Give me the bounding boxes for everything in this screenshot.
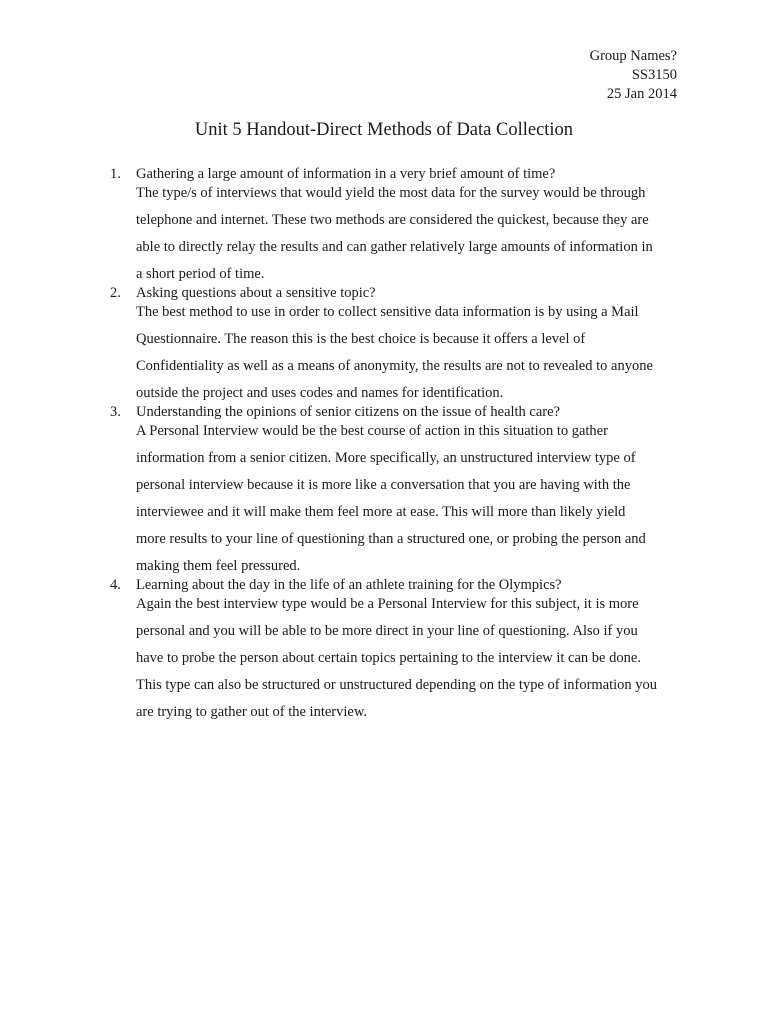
answer-line: personal and you will be able to be more direct in your line of questioning. Also if you bbox=[136, 623, 638, 639]
question-list bbox=[110, 165, 685, 722]
answer-line: more results to your line of questioning than a structured one, or probing the person and bbox=[136, 531, 646, 547]
question-number: 1. bbox=[110, 166, 121, 182]
question-item-2 bbox=[110, 284, 685, 403]
question-text: Learning about the day in the life of an athlete training for the Olympics? bbox=[136, 577, 562, 593]
answer-text bbox=[136, 595, 685, 722]
answer-line: personal interview because it is more like a conversation that you are having with the bbox=[136, 477, 631, 493]
answer-text bbox=[136, 184, 685, 284]
question-text: Gathering a large amount of information in a very brief amount of time? bbox=[136, 166, 556, 182]
answer-text bbox=[136, 422, 685, 576]
answer-line: a short period of time. bbox=[136, 266, 265, 282]
question-text: Understanding the opinions of senior citizens on the issue of health care? bbox=[136, 404, 561, 420]
answer-line: have to probe the person about certain topics pertaining to the interview it can be done. bbox=[136, 650, 641, 666]
course-code-line: SS3150 bbox=[631, 67, 677, 83]
answer-line: interviewee and it will make them feel more at ease. This will more than likely yield bbox=[136, 504, 626, 520]
group-names-line: Group Names? bbox=[589, 48, 677, 64]
answer-line: The type/s of interviews that would yield the most data for the survey would be through bbox=[136, 185, 646, 201]
question-number: 2. bbox=[110, 285, 121, 301]
answer-line: A Personal Interview would be the best course of action in this situation to gather bbox=[136, 423, 608, 439]
answer-line: making them feel pressured. bbox=[136, 558, 301, 574]
answer-line: The best method to use in order to collect sensitive data information is by using a Mail bbox=[136, 304, 639, 320]
answer-line: Questionnaire. The reason this is the best choice is because it offers a level of bbox=[136, 331, 586, 347]
answer-line: This type can also be structured or unstructured depending on the type of information you bbox=[136, 677, 658, 693]
question-item-4 bbox=[110, 576, 685, 722]
answer-text bbox=[136, 303, 685, 403]
question-text: Asking questions about a sensitive topic? bbox=[136, 285, 376, 301]
answer-line: able to directly relay the results and can gather relatively large amounts of information in bbox=[136, 239, 653, 255]
answer-line: telephone and internet. These two methods are considered the quickest, because they are bbox=[136, 212, 649, 228]
question-item-3 bbox=[110, 403, 685, 576]
question-number: 4. bbox=[110, 577, 121, 593]
date-line: 25 Jan 2014 bbox=[606, 86, 677, 102]
answer-line: Confidentiality as well as a means of anonymity, the results are not to revealed to anyone bbox=[136, 358, 653, 374]
answer-line: information from a senior citizen. More specifically, an unstructured interview type of bbox=[136, 450, 636, 466]
question-number: 3. bbox=[110, 404, 121, 420]
document-title: Unit 5 Handout-Direct Methods of Data Collection bbox=[194, 120, 574, 140]
header-block bbox=[590, 47, 677, 104]
answer-line: outside the project and uses codes and names for identification. bbox=[136, 385, 504, 401]
answer-line: are trying to gather out of the interview. bbox=[136, 704, 367, 720]
question-item-1 bbox=[110, 165, 685, 284]
answer-line: Again the best interview type would be a Personal Interview for this subject, it is more bbox=[136, 596, 639, 612]
